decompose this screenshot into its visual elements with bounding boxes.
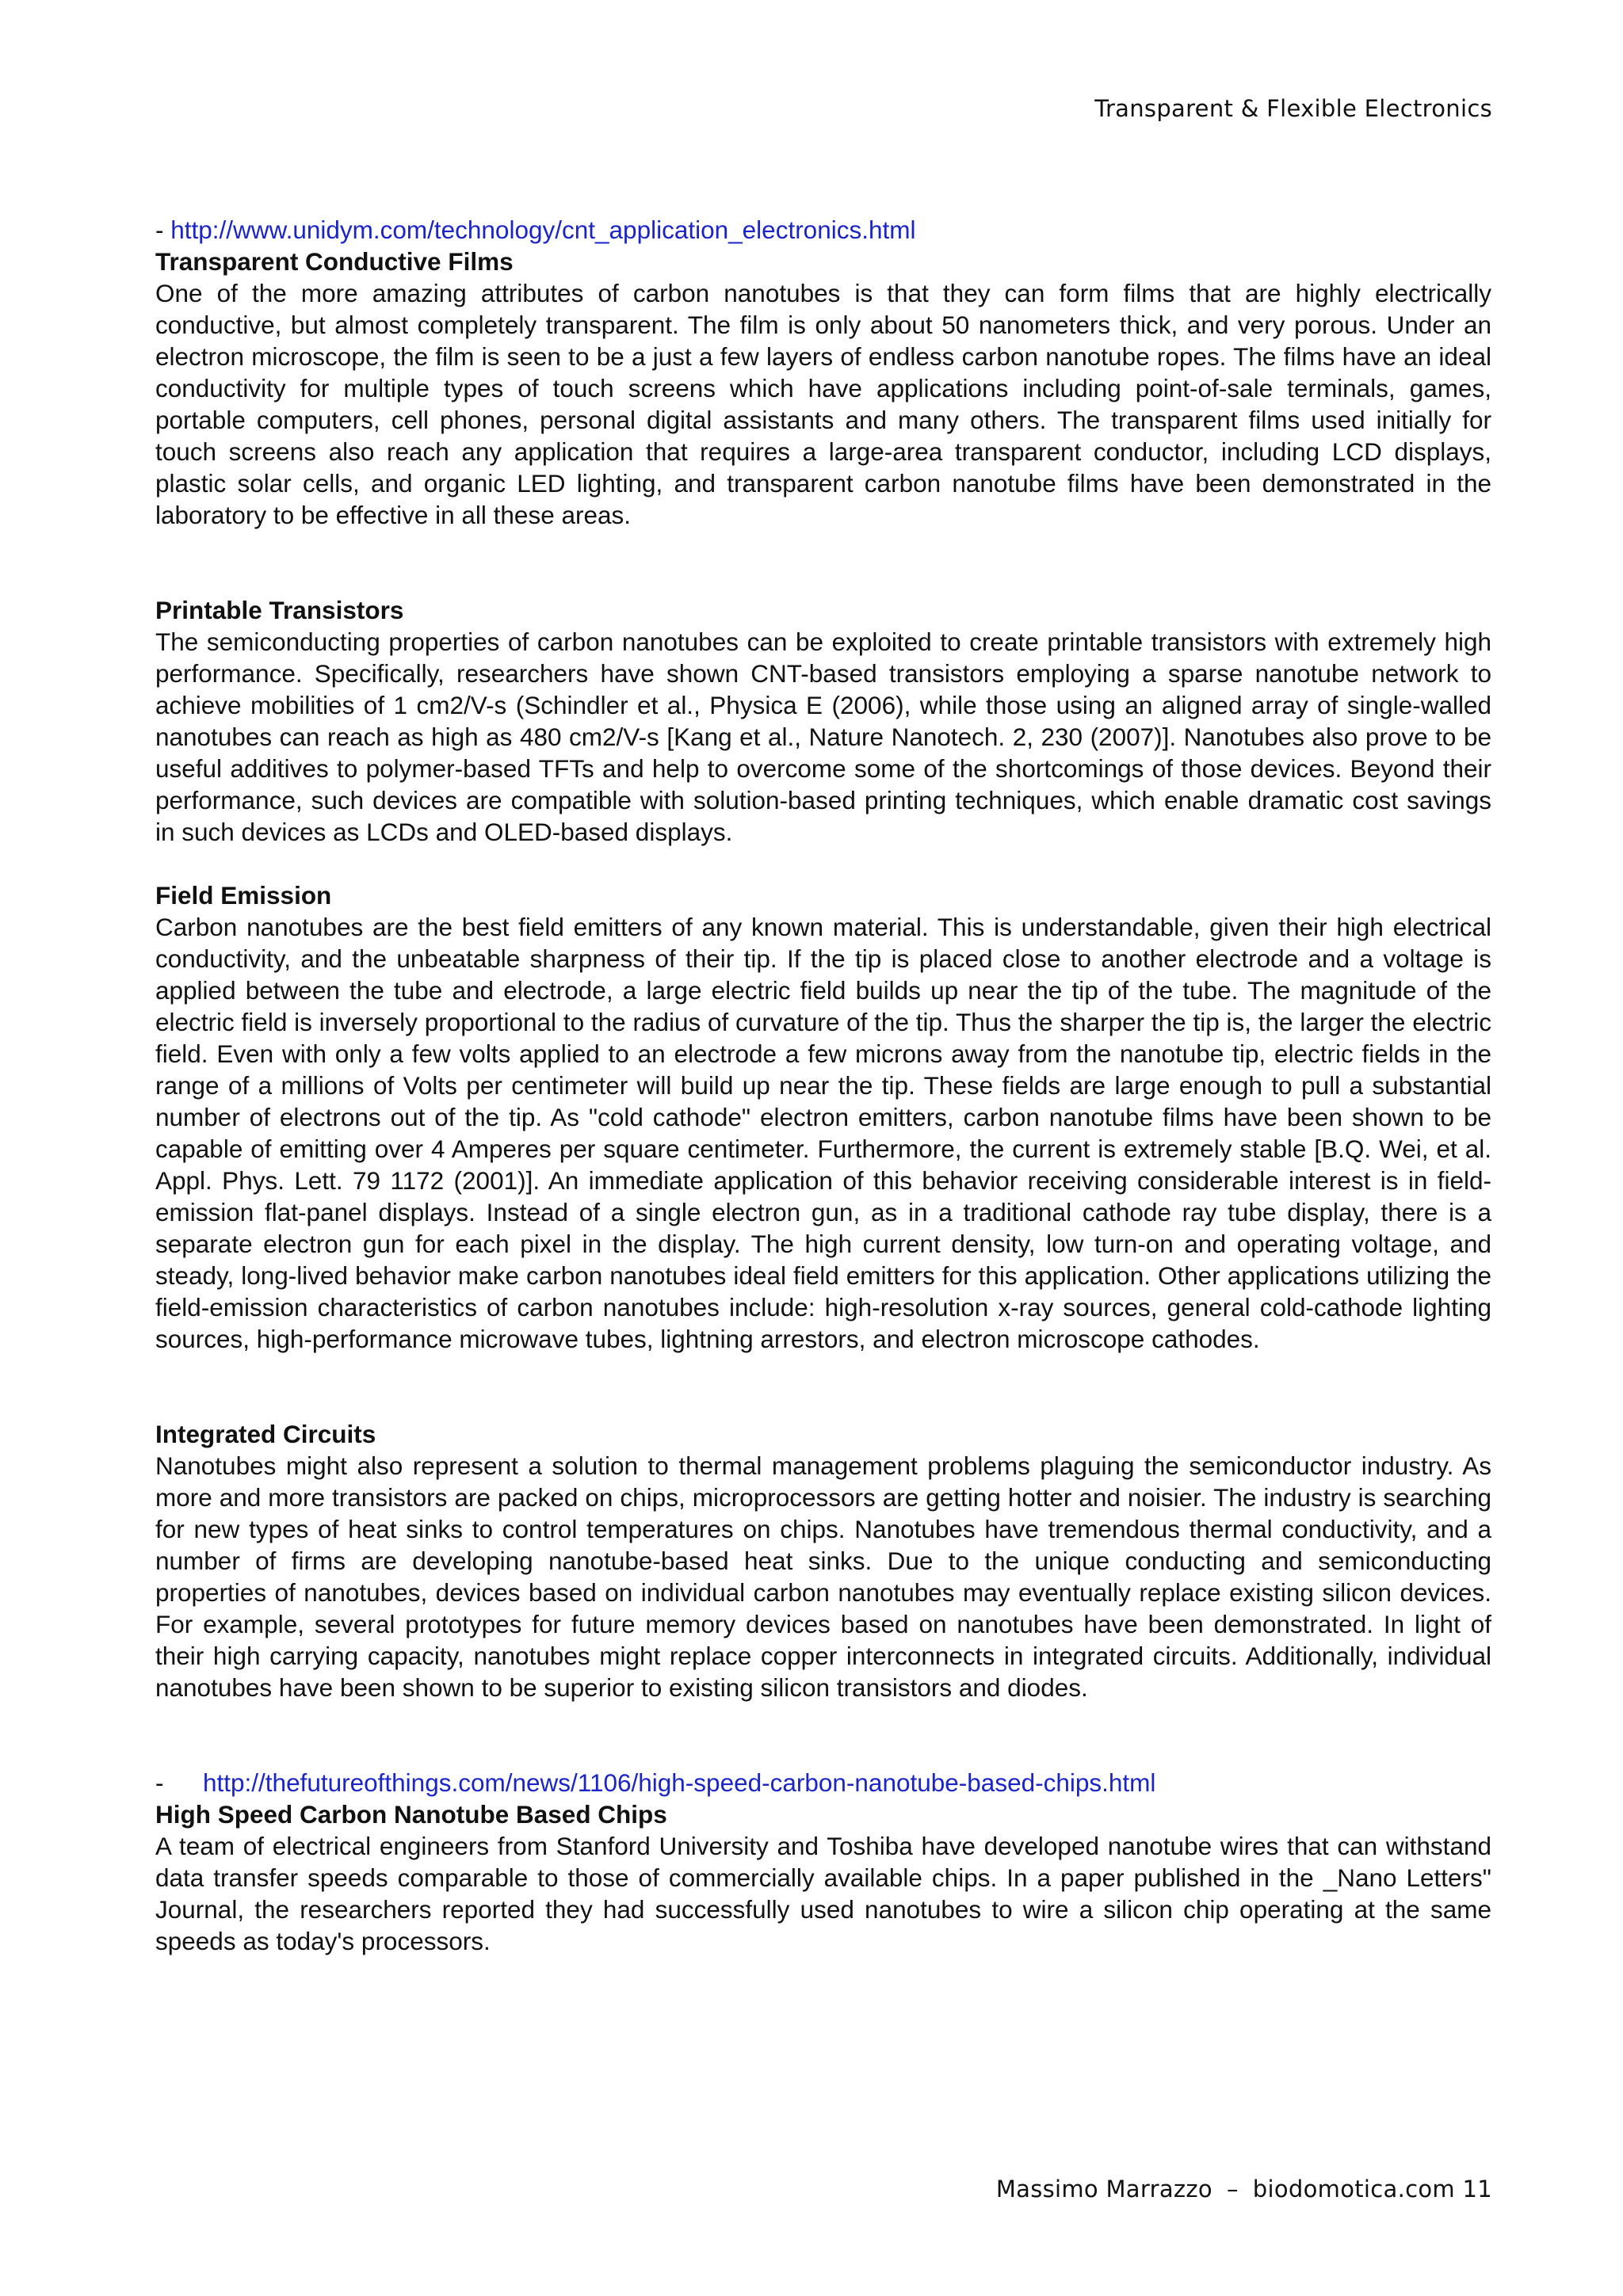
source-link-line-2 xyxy=(155,1767,1491,1798)
source-link-line-1 xyxy=(155,214,1491,246)
spacer xyxy=(155,848,1491,879)
spacer xyxy=(155,1355,1491,1418)
section-heading: Field Emission xyxy=(155,881,332,910)
footer-site: biodomotica.com xyxy=(1252,2176,1455,2203)
section-printable-transistors xyxy=(155,594,1491,848)
section-heading: Integrated Circuits xyxy=(155,1420,376,1448)
section-body: Carbon nanotubes are the best field emitters of any known material. This is understandable, given their high electrical conductivity, and the unbeatable sharpness of their tip. If the tip is placed close to another electrode and a voltage is applied between the tube and electrode, a large electric field builds up near the tip of the tube. The magnitude of the electric field is inversely proportional to the radius of curvature of the tip. Thus the sharper the tip is, the larger the electric field. Even with only a few volts applied to an electrode a few microns away from the nanotube tip, electric fields in the range of a millions of Volts per centimeter will build up near the tip. These fields are large enough to pull a substantial number of electrons out of the tip. As "cold cathode" electron emitters, carbon nanotube films have been shown to be capable of emitting over 4 Amperes per square centimeter. Furthermore, the current is extremely stable [B.Q. Wei, et al. Appl. Phys. Lett. 79 1172 (2001)]. An immediate application of this behavior receiving considerable interest is in field-emission flat-panel displays. Instead of a single electron gun, as in a traditional cathode ray tube display, there is a separate electron gun for each pixel in the display. The high current density, low turn-on and operating voltage, and steady, long-lived behavior make carbon nanotubes ideal field emitters for this application. Other applications utilizing the field-emission characteristics of carbon nanotubes include: high-resolution x-ray sources, general cold-cathode lighting sources, high-performance microwave tubes, lightning arrestors, and electron microscope cathodes. xyxy=(155,913,1491,1353)
section-body: Nanotubes might also represent a solution to thermal management problems plaguing the semiconductor industry. As more and more transistors are packed on chips, microprocessors are getting hotter and noisier. The industry is searching for new types of heat sinks to control temperatures on chips. Nanotubes have tremendous thermal conductivity, and a number of firms are developing nanotube-based heat sinks. Due to the unique conducting and semiconducting properties of nanotubes, devices based on individual carbon nanotubes may eventually replace existing silicon devices. For example, several prototypes for future memory devices based on nanotubes have been demonstrated. In light of their high carrying capacity, nanotubes might replace copper interconnects in integrated circuits. Additionally, individual nanotubes have been shown to be superior to existing silicon transistors and diodes. xyxy=(155,1451,1491,1702)
footer-separator: – xyxy=(1226,2176,1239,2203)
spacer xyxy=(155,531,1491,594)
unidym-link[interactable]: http://www.unidym.com/technology/cnt_application_electronics.html xyxy=(170,215,916,244)
page-number: 11 xyxy=(1462,2176,1492,2203)
running-footer xyxy=(996,2176,1492,2203)
section-high-speed-chips xyxy=(155,1798,1491,1957)
section-body: A team of electrical engineers from Stanford University and Toshiba have developed nanotube wires that can withstand data transfer speeds comparable to those of commercially available chips. In a paper published in the _Nano Letters" Journal, the researchers reported they had successfully used nanotubes to wire a silicon chip operating at the same speeds as today's processors. xyxy=(155,1832,1491,1955)
link-dash: - xyxy=(155,1768,164,1797)
section-field-emission xyxy=(155,879,1491,1355)
section-heading: Transparent Conductive Films xyxy=(155,247,514,276)
link-dash: - xyxy=(155,215,164,244)
section-heading: High Speed Carbon Nanotube Based Chips xyxy=(155,1800,667,1829)
section-body: One of the more amazing attributes of carbon nanotubes is that they can form films that are highly electrically conductive, but almost completely transparent. The film is only about 50 nanometers thick, and very porous. Under an electron microscope, the film is seen to be a just a few layers of endless carbon nanotube ropes. The films have an ideal conductivity for multiple types of touch screens which have applications including point-of-sale terminals, games, portable computers, cell phones, personal digital assistants and many others. The transparent films used initially for touch screens also reach any application that requires a large-area transparent conductor, including LCD displays, plastic solar cells, and organic LED lighting, and transparent carbon nanotube films have been demonstrated in the laboratory to be effective in all these areas. xyxy=(155,279,1491,529)
footer-author: Massimo Marrazzo xyxy=(995,2176,1212,2203)
thefutureofthings-link[interactable]: http://thefutureofthings.com/news/1106/high-speed-carbon-nanotube-based-chips.html xyxy=(203,1768,1156,1797)
running-header: Transparent & Flexible Electronics xyxy=(1094,95,1492,122)
section-integrated-circuits xyxy=(155,1418,1491,1703)
section-body: The semiconducting properties of carbon nanotubes can be exploited to create printable transistors with extremely high performance. Specifically, researchers have shown CNT-based transistors employing a sparse nanotube network to achieve mobilities of 1 cm2/V-s (Schindler et al., Physica E (2006), while those using an aligned array of single-walled nanotubes can reach as high as 480 cm2/V-s [Kang et al., Nature Nanotech. 2, 230 (2007)]. Nanotubes also prove to be useful additives to polymer-based TFTs and help to overcome some of the shortcomings of those devices. Beyond their performance, such devices are compatible with solution-based printing techniques, which enable dramatic cost savings in such devices as LCDs and OLED-based displays. xyxy=(155,627,1491,846)
page-content xyxy=(155,214,1491,1957)
section-transparent-conductive-films xyxy=(155,246,1491,531)
spacer xyxy=(155,1703,1491,1767)
section-heading: Printable Transistors xyxy=(155,596,404,624)
